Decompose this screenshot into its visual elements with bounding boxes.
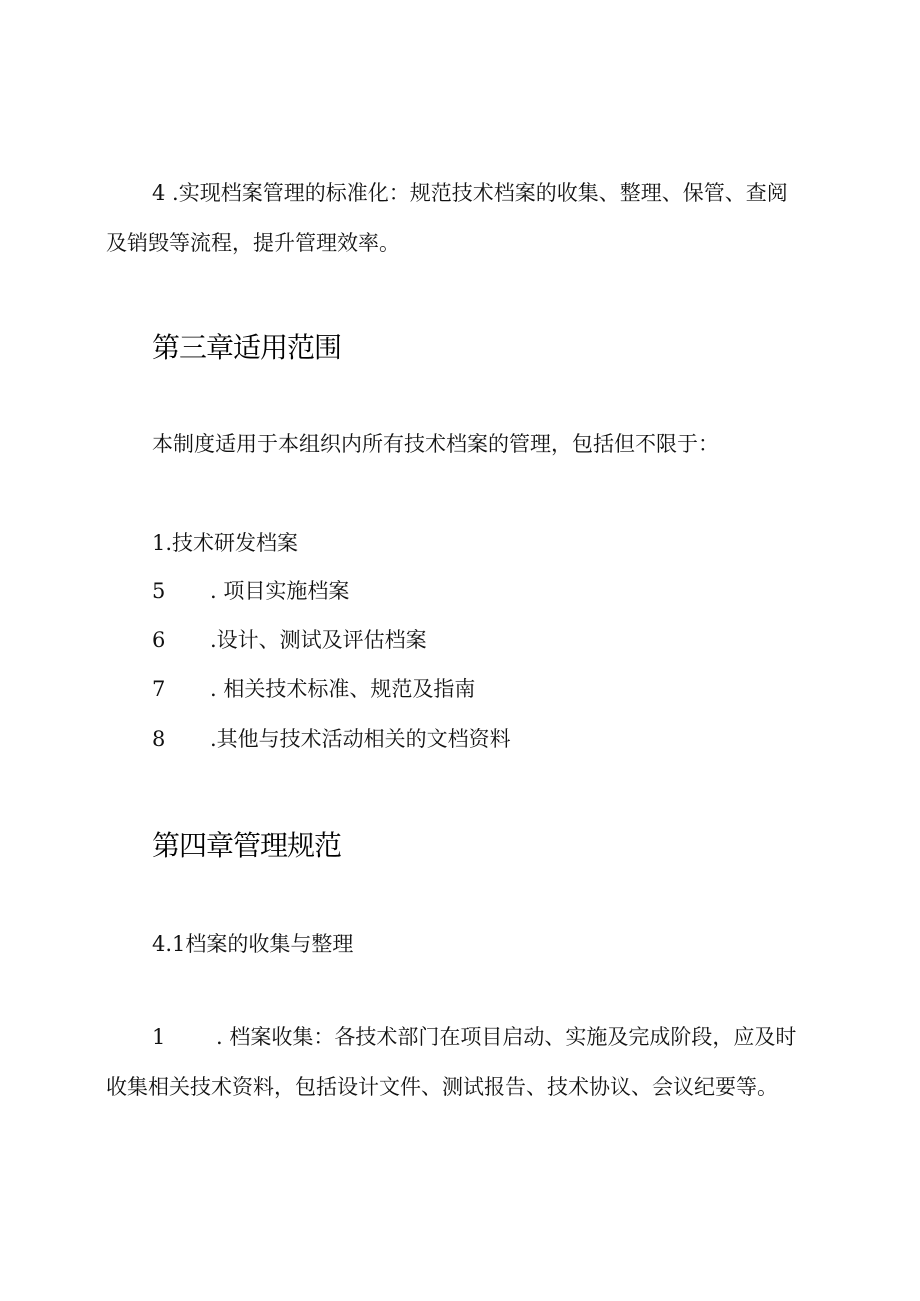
list-item-number: 8 — [152, 727, 166, 751]
paragraph-line: 4 .实现档案管理的标准化：规范技术档案的收集、整理、保管、查阅 — [152, 181, 788, 205]
list-item-number: 7 — [152, 677, 166, 701]
list-item: .设计、测试及评估档案 — [210, 628, 427, 652]
paragraph-number: 1 — [152, 1025, 166, 1049]
list-item: 1.技术研发档案 — [152, 531, 299, 555]
paragraph-line: . 档案收集：各技术部门在项目启动、实施及完成阶段，应及时 — [216, 1025, 797, 1049]
section-title: 4.1档案的收集与整理 — [152, 932, 354, 956]
list-item-number: 5 — [152, 579, 166, 603]
intro-paragraph: 本制度适用于本组织内所有技术档案的管理，包括但不限于： — [152, 432, 719, 456]
paragraph-line: 收集相关技术资料，包括设计文件、测试报告、技术协议、会议纪要等。 — [106, 1075, 778, 1099]
paragraph-line: 及销毁等流程，提升管理效率。 — [106, 231, 400, 255]
list-item: .其他与技术活动相关的文档资料 — [210, 727, 511, 751]
chapter-title: 第三章适用范围 — [152, 331, 342, 364]
list-item: . 项目实施档案 — [210, 579, 350, 603]
list-item: . 相关技术标准、规范及指南 — [210, 677, 476, 701]
list-item-number: 6 — [152, 628, 166, 652]
chapter-title: 第四章管理规范 — [152, 829, 342, 862]
